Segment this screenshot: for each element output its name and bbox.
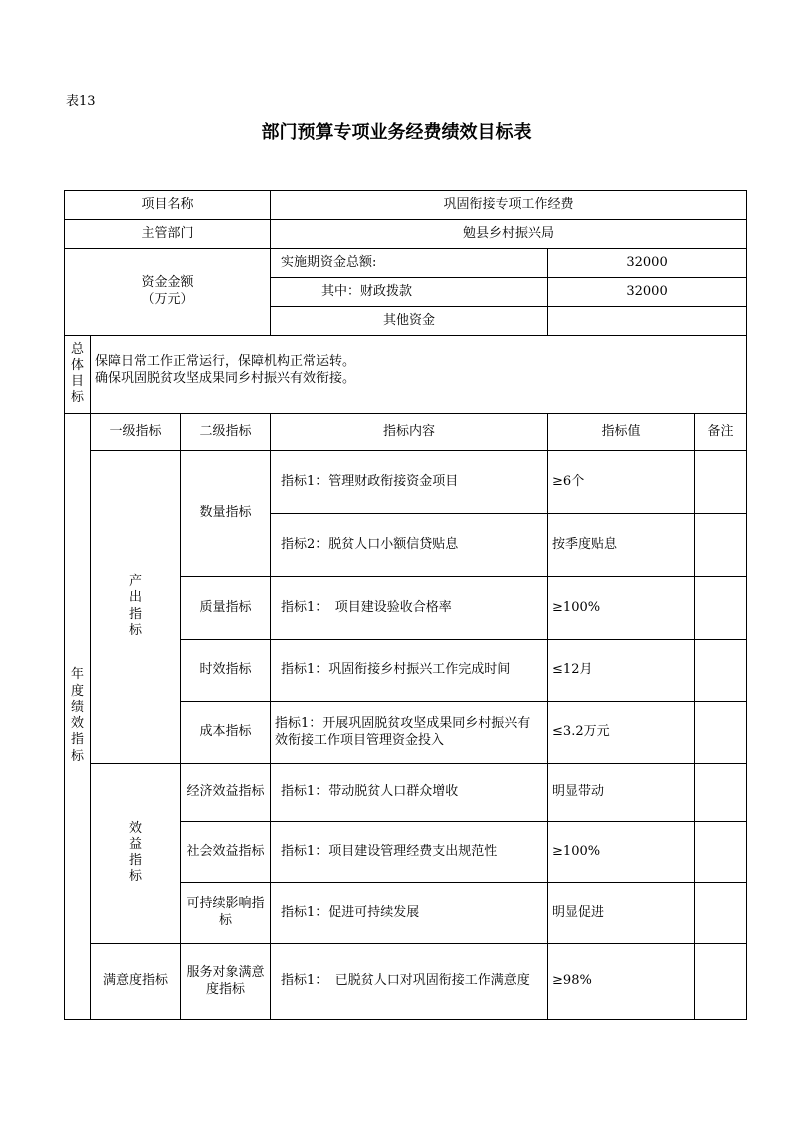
level2-indicator: 数量指标 [181, 451, 271, 577]
fund-amount-label-line2: （万元） [141, 292, 194, 307]
level2-indicator: 时效指标 [181, 640, 271, 702]
table-number: 表13 [66, 94, 96, 109]
indicator-value: ≥98% [548, 944, 695, 1020]
indicator-note [695, 764, 747, 822]
indicator-content: 指标1：开展巩固脱贫攻坚成果同乡村振兴有效衔接工作项目管理资金投入 [271, 702, 548, 764]
other-fund-value [548, 307, 747, 336]
indicator-note [695, 577, 747, 640]
level2-indicator: 质量指标 [181, 577, 271, 640]
indicator-value: ≤12月 [548, 640, 695, 702]
level2-indicator: 成本指标 [181, 702, 271, 764]
indicator-content: 指标1： 已脱贫人口对巩固衔接工作满意度 [271, 944, 548, 1020]
indicator-value: ≤3.2万元 [548, 702, 695, 764]
header-value: 指标值 [548, 414, 695, 451]
header-note: 备注 [695, 414, 747, 451]
fund-amount-label [65, 249, 271, 336]
indicator-content: 指标1： 项目建设验收合格率 [271, 577, 548, 640]
indicator-content: 指标1：项目建设管理经费支出规范性 [271, 822, 548, 883]
indicator-header-row [65, 414, 747, 451]
table-row [65, 764, 747, 822]
level2-indicator: 可持续影响指标 [181, 883, 271, 944]
level2-indicator: 经济效益指标 [181, 764, 271, 822]
overall-goal-label: 总体目标 [65, 336, 91, 414]
page-title: 部门预算专项业务经费绩效目标表 [261, 122, 532, 143]
indicator-note [695, 640, 747, 702]
project-name-value: 巩固衔接专项工作经费 [271, 191, 747, 220]
satisfaction-indicator-group: 满意度指标 [91, 944, 181, 1020]
level2-indicator: 服务对象满意度指标 [181, 944, 271, 1020]
benefit-indicator-group: 效益指标 [91, 764, 181, 944]
fiscal-fund-label: 其中：财政拨款 [271, 278, 548, 307]
header-level1: 一级指标 [91, 414, 181, 451]
overall-goal-content [91, 336, 747, 414]
indicator-content: 指标1：巩固衔接乡村振兴工作完成时间 [271, 640, 548, 702]
other-fund-label: 其他资金 [271, 307, 548, 336]
table-row [65, 944, 747, 1020]
fund-total-row [65, 249, 747, 278]
level2-indicator: 社会效益指标 [181, 822, 271, 883]
department-row [65, 220, 747, 249]
annual-indicator-label: 年度绩效指标 [65, 414, 91, 1020]
indicator-content: 指标1：带动脱贫人口群众增收 [271, 764, 548, 822]
indicator-value: ≥6个 [548, 451, 695, 514]
project-name-row [65, 191, 747, 220]
indicator-note [695, 822, 747, 883]
department-label: 主管部门 [65, 220, 271, 249]
indicator-note [695, 883, 747, 944]
fund-amount-label-line1: 资金金额 [141, 275, 194, 291]
department-value: 勉县乡村振兴局 [271, 220, 747, 249]
output-indicator-group: 产出指标 [91, 451, 181, 764]
indicator-content: 指标1：促进可持续发展 [271, 883, 548, 944]
indicator-note [695, 944, 747, 1020]
header-level2: 二级指标 [181, 414, 271, 451]
overall-goal-line2: 确保巩固脱贫攻坚成果同乡村振兴有效衔接。 [95, 370, 356, 386]
performance-target-table [64, 190, 747, 1020]
total-fund-value: 32000 [548, 249, 747, 278]
indicator-note [695, 702, 747, 764]
indicator-value: ≥100% [548, 577, 695, 640]
indicator-value: 明显带动 [548, 764, 695, 822]
total-fund-label: 实施期资金总额: [271, 249, 548, 278]
table-row [65, 451, 747, 514]
indicator-note [695, 451, 747, 514]
indicator-note [695, 514, 747, 577]
overall-goal-row [65, 336, 747, 414]
indicator-value: 明显促进 [548, 883, 695, 944]
indicator-value: 按季度贴息 [548, 514, 695, 577]
indicator-value: ≥100% [548, 822, 695, 883]
header-content: 指标内容 [271, 414, 548, 451]
indicator-content: 指标1：管理财政衔接资金项目 [271, 451, 548, 514]
fiscal-fund-value: 32000 [548, 278, 747, 307]
indicator-content: 指标2：脱贫人口小额信贷贴息 [271, 514, 548, 577]
overall-goal-line1: 保障日常工作正常运行，保障机构正常运转。 [95, 354, 356, 369]
project-name-label: 项目名称 [65, 191, 271, 220]
